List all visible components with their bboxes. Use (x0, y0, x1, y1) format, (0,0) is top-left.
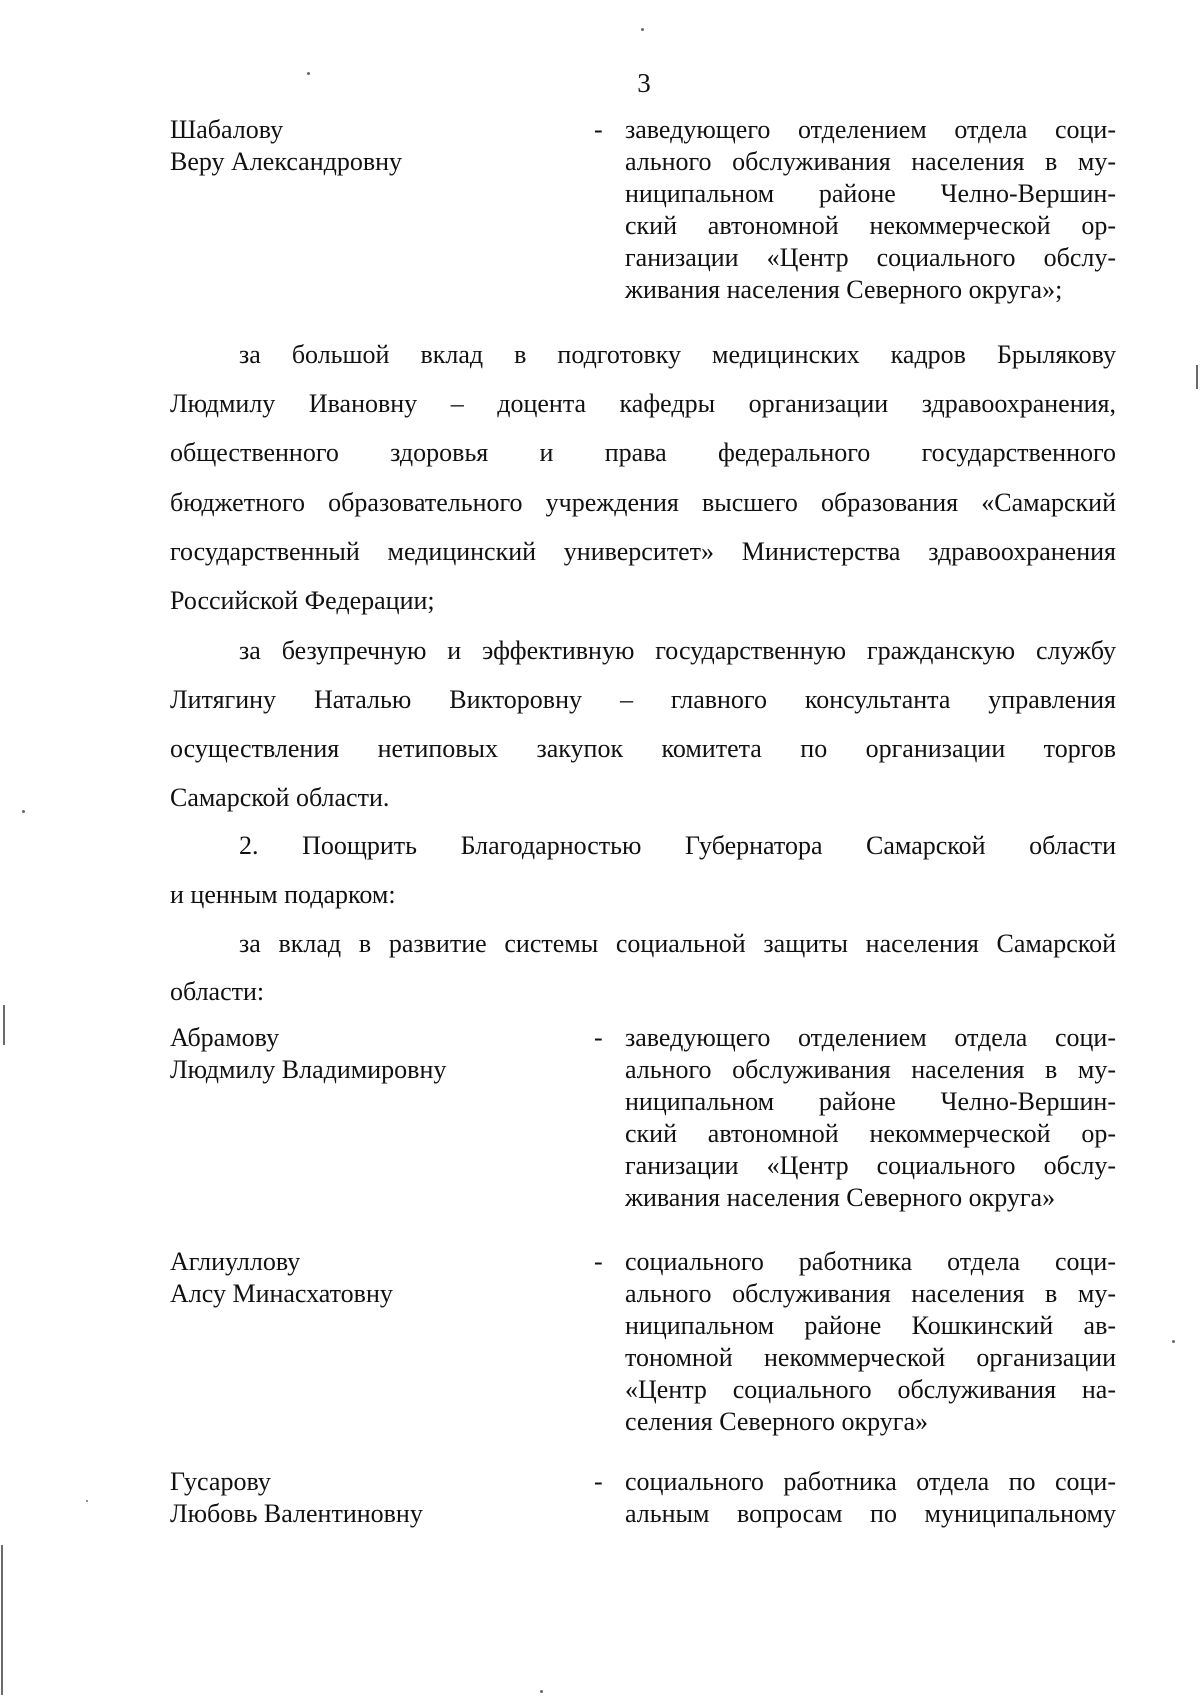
paragraph-line: 2. Поощрить Благодарностью Губернатора Самарской области (239, 831, 1116, 860)
paragraph-line: Людмилу Ивановну – доцента кафедры организации здравоохранения, (170, 389, 1116, 418)
position-line: заведующего отделением отдела соци- (625, 1023, 1116, 1052)
scan-speck (307, 72, 310, 75)
scan-edge-mark (1196, 365, 1198, 389)
position-line: селения Северного округа» (625, 1407, 928, 1436)
scan-speck (540, 1690, 543, 1693)
position-line: социального работника отдела по соци- (625, 1467, 1116, 1496)
person-given-names: Людмилу Владимировну (170, 1055, 447, 1084)
position-line: ального обслуживания населения в му- (625, 147, 1116, 176)
list-dash: - (594, 1023, 603, 1052)
person-surname: Гусарову (170, 1467, 271, 1496)
paragraph-line: общественного здоровья и права федерального государственного (170, 438, 1116, 467)
paragraph-line: Литягину Наталью Викторовну – главного консультанта управления (170, 685, 1116, 714)
person-position (625, 1022, 1116, 1214)
list-dash: - (594, 115, 603, 144)
paragraph-line: Российской Федерации; (170, 586, 435, 615)
person-surname: Аглиуллову (170, 1247, 301, 1276)
list-dash: - (594, 1247, 603, 1276)
person-surname: Абрамову (170, 1023, 280, 1052)
person-position (625, 1466, 1116, 1530)
scan-speck (86, 1500, 88, 1502)
position-line: живания населения Северного округа» (625, 1183, 1056, 1212)
paragraph-line: Самарской области. (170, 783, 390, 812)
scan-edge-mark (3, 1005, 5, 1045)
paragraph-line: осуществления нетиповых закупок комитета по организации торгов (170, 734, 1116, 763)
person-given-names: Алсу Минасхатовну (170, 1279, 393, 1308)
position-line: ниципальном районе Челно-Вершин- (625, 179, 1116, 208)
person-given-names: Любовь Валентиновну (170, 1499, 423, 1528)
position-line: заведующего отделением отдела соци- (625, 115, 1116, 144)
person-position (625, 1246, 1116, 1438)
page-number: 3 (637, 68, 651, 98)
paragraph-line: за большой вклад в подготовку медицинских кадров Брылякову (239, 340, 1116, 369)
scan-speck (641, 28, 644, 31)
paragraph-line: за вклад в развитие системы социальной защиты населения Самарской (239, 929, 1116, 958)
position-line: «Центр социального обслуживания на- (625, 1375, 1116, 1404)
paragraph-line: за безупречную и эффективную государственную гражданскую службу (239, 636, 1116, 665)
scan-speck (22, 810, 25, 813)
position-line: социального работника отдела соци- (625, 1247, 1116, 1276)
position-line: живания населения Северного округа»; (625, 275, 1063, 304)
scan-speck (1172, 1340, 1175, 1343)
person-given-names: Веру Александровну (170, 147, 403, 176)
position-line: ниципальном районе Кошкинский ав- (625, 1311, 1116, 1340)
paragraph-line: государственный медицинский университет» Министерства здравоохранения (170, 537, 1116, 566)
position-line: ганизации «Центр социального обслу- (625, 243, 1116, 272)
scan-edge-mark (1, 1545, 3, 1695)
list-dash: - (594, 1467, 603, 1496)
position-line: ального обслуживания населения в му- (625, 1279, 1116, 1308)
paragraph-line: и ценным подарком: (170, 880, 396, 909)
position-line: ального обслуживания населения в му- (625, 1055, 1116, 1084)
person-position (625, 114, 1116, 306)
position-line: ганизации «Центр социального обслу- (625, 1151, 1116, 1180)
paragraph-line: бюджетного образовательного учреждения высшего образования «Самарский (170, 488, 1116, 517)
position-line: ский автономной некоммерческой ор- (625, 1119, 1116, 1148)
paragraph-line: области: (170, 977, 265, 1006)
position-line: ниципальном районе Челно-Вершин- (625, 1087, 1116, 1116)
position-line: ский автономной некоммерческой ор- (625, 211, 1116, 240)
position-line: альным вопросам по муниципальному (625, 1499, 1116, 1528)
person-surname: Шабалову (170, 115, 284, 144)
position-line: тономной некоммерческой организации (625, 1343, 1116, 1372)
